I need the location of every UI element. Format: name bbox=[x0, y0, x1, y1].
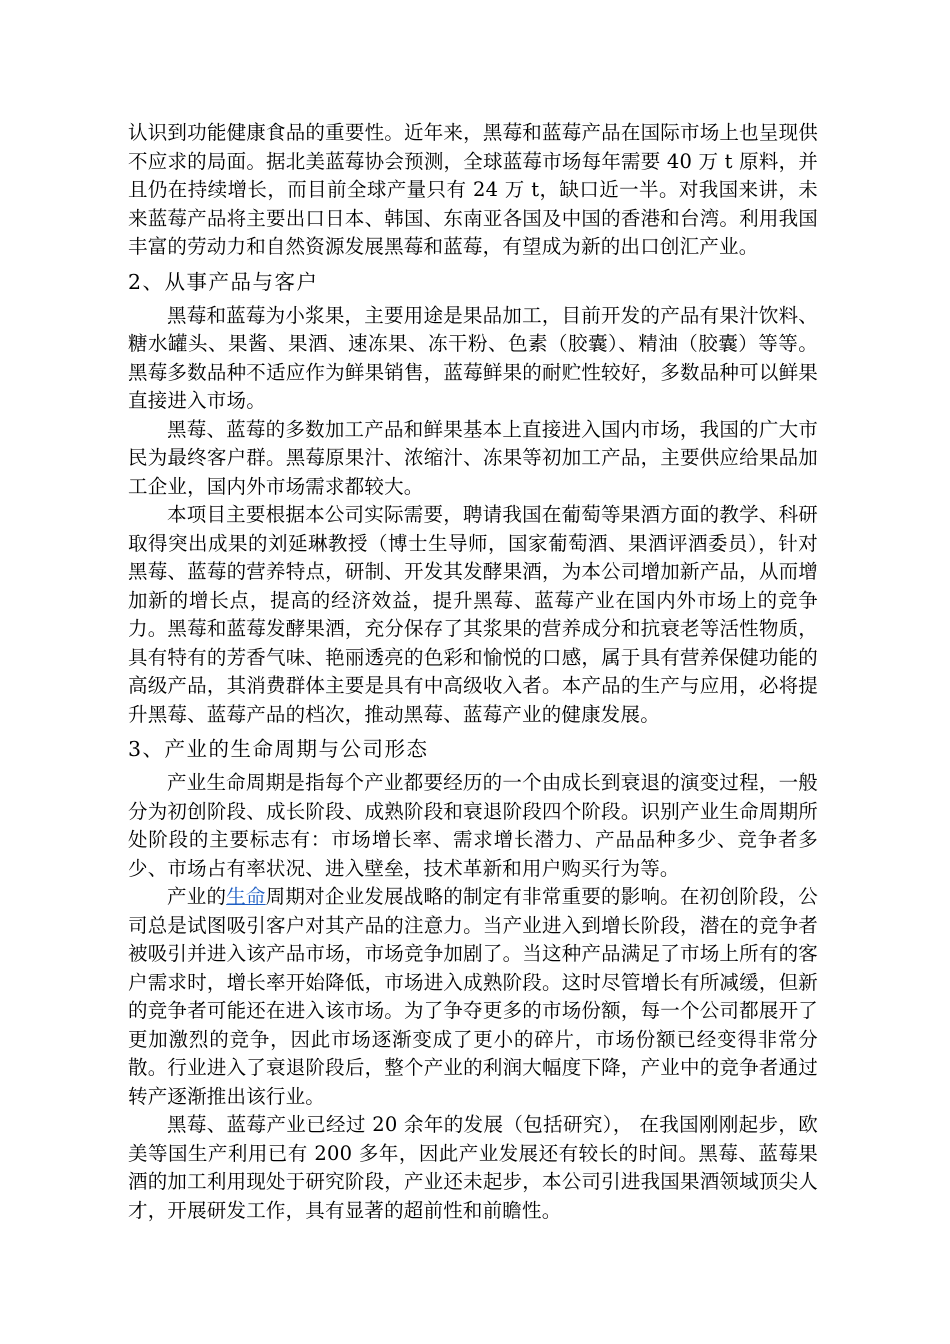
paragraph-industry-status: 黑莓、蓝莓产业已经过 20 余年的发展（包括研究）， 在我国刚刚起步，欧美等国生产利用已有 200 多年，因此产业发展还有较长的时间。黑莓、蓝莓果酒的加工利用现处于研究阶段，产业还未起步，本公司引进我国果酒领域顶尖人才，开展研发工作，具有显著的超前性和前瞻性。 bbox=[128, 1113, 818, 1222]
paragraph-lifecycle-impact bbox=[128, 883, 818, 1111]
section-heading-products-customers: 2、从事产品与客户 bbox=[128, 269, 319, 294]
lifecycle-text-before-link: 产业的 bbox=[167, 885, 227, 908]
paragraph-products: 黑莓和蓝莓为小浆果，主要用途是果品加工，目前开发的产品有果汁饮料、糖水罐头、果酱、果酒、速冻果、冻干粉、色素（胶囊）、精油（胶囊）等等。黑莓多数品种不适应作为鲜果销售，蓝莓鲜果的耐贮性较好，多数品种可以鲜果直接进入市场。 bbox=[128, 303, 818, 412]
document-page bbox=[128, 119, 818, 1225]
paragraph-project: 本项目主要根据本公司实际需要，聘请我国在葡萄等果酒方面的教学、科研取得突出成果的刘延琳教授（博士生导师，国家葡萄酒、果酒评酒委员），针对黑莓、蓝莓的营养特点，研制、开发其发酵果酒，为本公司增加新产品，从而增加新的增长点，提高的经济效益，提升黑莓、蓝莓产业在国内外市场上的竞争力。黑莓和蓝莓发酵果酒，充分保存了其浆果的营养成分和抗衰老等活性物质，具有特有的芳香气味、艳丽透亮的色彩和愉悦的口感，属于具有营养保健功能的高级产品，其消费群体主要是具有中高级收入者。本产品的生产与应用，必将提升黑莓、蓝莓产品的档次，推动黑莓、蓝莓产业的健康发展。 bbox=[128, 503, 818, 726]
paragraph-lifecycle-definition: 产业生命周期是指每个产业都要经历的一个由成长到衰退的演变过程，一般分为初创阶段、成长阶段、成熟阶段和衰退阶段四个阶段。识别产业生命周期所处阶段的主要标志有：市场增长率、需求增长潜力、产品品种多少、竞争者多少、市场占有率状况、进入壁垒，技术革新和用户购买行为等。 bbox=[128, 771, 818, 880]
section-heading-lifecycle: 3、产业的生命周期与公司形态 bbox=[128, 737, 429, 761]
lifecycle-text-after-link: 周期对企业发展战略的制定有非常重要的影响。在初创阶段，公司总是试图吸引客户对其产品的注意力。当产业进入到增长阶段，潜在的竞争者被吸引并进入该产品市场，市场竞争加剧了。当这种产品满足了市场上所有的客户需求时，增长率开始降低，市场进入成熟阶段。这时尽管增长有所减缓，但新的竞争者可能还在进入该市场。为了争夺更多的市场份额，每一个公司都展开了更加激烈的竞争，因此市场逐渐变成了更小的碎片，市场份额已经变得非常分散。行业进入了衰退阶段后，整个产业的利润大幅度下降，产业中的竞争者通过转产逐渐推出该行业。 bbox=[128, 885, 818, 1108]
paragraph-intro: 认识到功能健康食品的重要性。近年来，黑莓和蓝莓产品在国际市场上也呈现供不应求的局面。据北美蓝莓协会预测，全球蓝莓市场每年需要 40 万 t 原料，并且仍在持续增长，而目前全球产量只有 24 万 t，缺口近一半。对我国来讲，未来蓝莓产品将主要出口日本、韩国、东南亚各国及中国的香港和台湾。利用我国丰富的劳动力和自然资源发展黑莓和蓝莓，有望成为新的出口创汇产业。 bbox=[128, 121, 818, 258]
lifecycle-link[interactable]: 生命 bbox=[226, 885, 266, 908]
paragraph-customers: 黑莓、蓝莓的多数加工产品和鲜果基本上直接进入国内市场，我国的广大市民为最终客户群。黑莓原果汁、浓缩汁、冻果等初加工产品，主要供应给果品加工企业，国内外市场需求都较大。 bbox=[128, 417, 818, 498]
